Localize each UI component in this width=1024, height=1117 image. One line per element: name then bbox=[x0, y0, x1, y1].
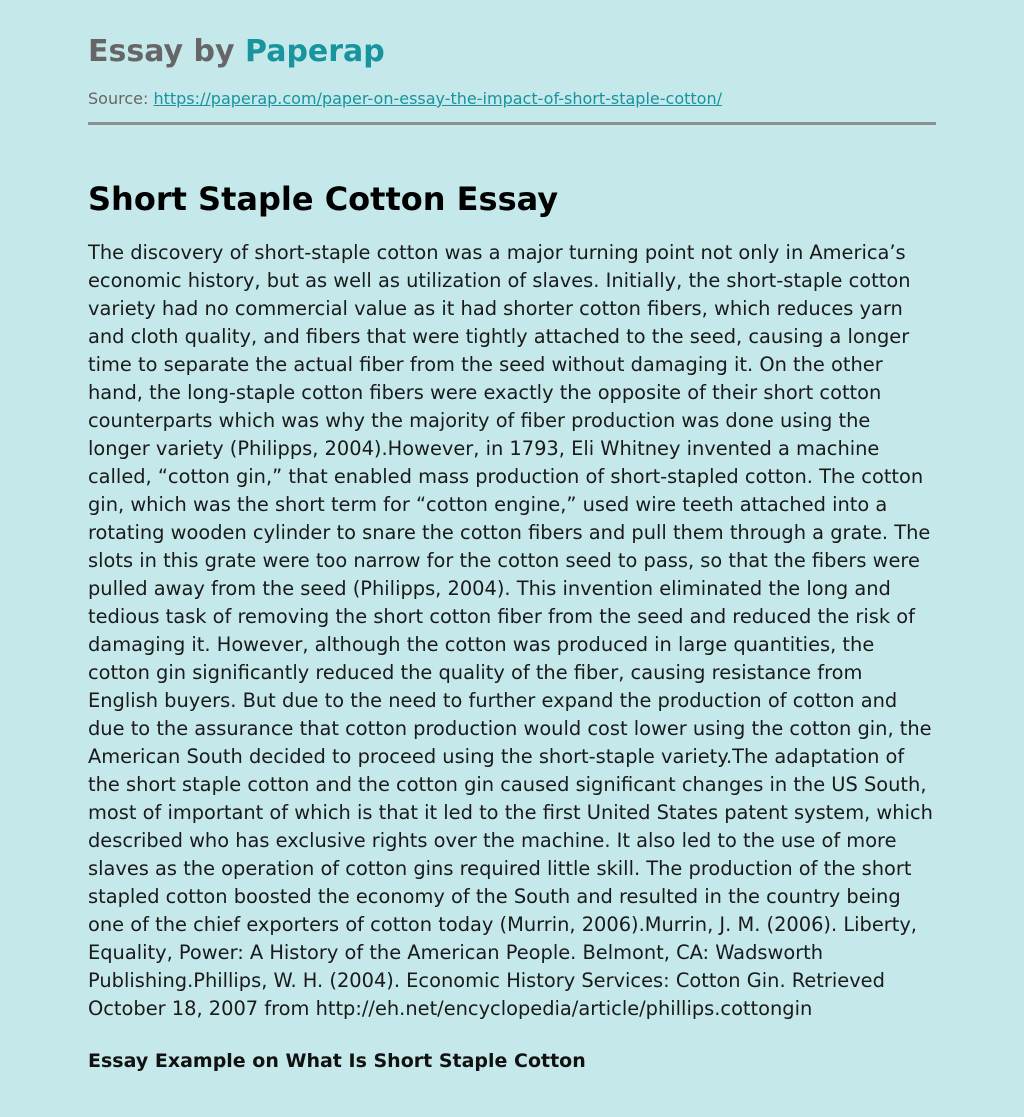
article-body: The discovery of short-staple cotton was a major turning point not only in America’s economic history, but as well as utilization of slaves. Initially, the short-staple cotton variety had no commercial value as it had shorter cotton fibers, which reduces yarn and cloth quality, and fibers that were tightly attached to the seed, causing a longer time to separate the actual fiber from the seed without damaging it. On the other hand, the long-staple cotton fibers were exactly the opposite of their short cotton counterparts which was why the majority of fiber production was done using the longer variety (Philipps, 2004).However, in 1793, Eli Whitney invented a machine called, “cotton gin,” that enabled mass production of short-stapled cotton. The cotton gin, which was the short term for “cotton engine,” used wire teeth attached into a rotating wooden cylinder to snare the cotton fibers and pull them through a grate. The slots in this grate were too narrow for the cotton seed to pass, so that the fibers were pulled away from the seed (Philipps, 2004). This invention eliminated the long and tedious task of removing the short cotton fiber from the seed and reduced the risk of damaging it. However, although the cotton was produced in large quantities, the cotton gin significantly reduced the quality of the fiber, causing resistance from English buyers. But due to the need to further expand the production of cotton and due to the assurance that cotton production would cost lower using the cotton gin, the American South decided to proceed using the short-staple variety.The adaptation of the short staple cotton and the cotton gin caused significant changes in the US South, most of important of which is that it led to the first United States patent system, which described who has exclusive rights over the machine. It also led to the use of more slaves as the operation of cotton gins required little skill. The production of the short stapled cotton boosted the economy of the South and resulted in the country being one of the chief exporters of cotton today (Murrin, 2006).Murrin, J. M. (2006). Liberty, Equality, Power: A History of the American People. Belmont, CA: Wadsworth Publishing.Phillips, W. H. (2004). Economic History Services: Cotton Gin. Retrieved October 18, 2007 from http://eh.net/encyclopedia/article/phillips.cottongin bbox=[88, 241, 933, 1020]
related-essay-heading[interactable]: Essay Example on What Is Short Staple Cotton bbox=[88, 1050, 586, 1072]
source-line bbox=[88, 88, 936, 110]
header-divider bbox=[88, 122, 936, 125]
source-label: Source: bbox=[88, 89, 149, 108]
article-title: Short Staple Cotton Essay bbox=[88, 180, 559, 218]
brand-prefix: Essay by bbox=[88, 34, 246, 69]
site-brand bbox=[88, 0, 936, 72]
source-link[interactable]: https://paperap.com/paper-on-essay-the-impact-of-short-staple-cotton/ bbox=[153, 89, 722, 108]
brand-name: Paperap bbox=[245, 34, 385, 69]
essay-page bbox=[88, 0, 936, 1075]
